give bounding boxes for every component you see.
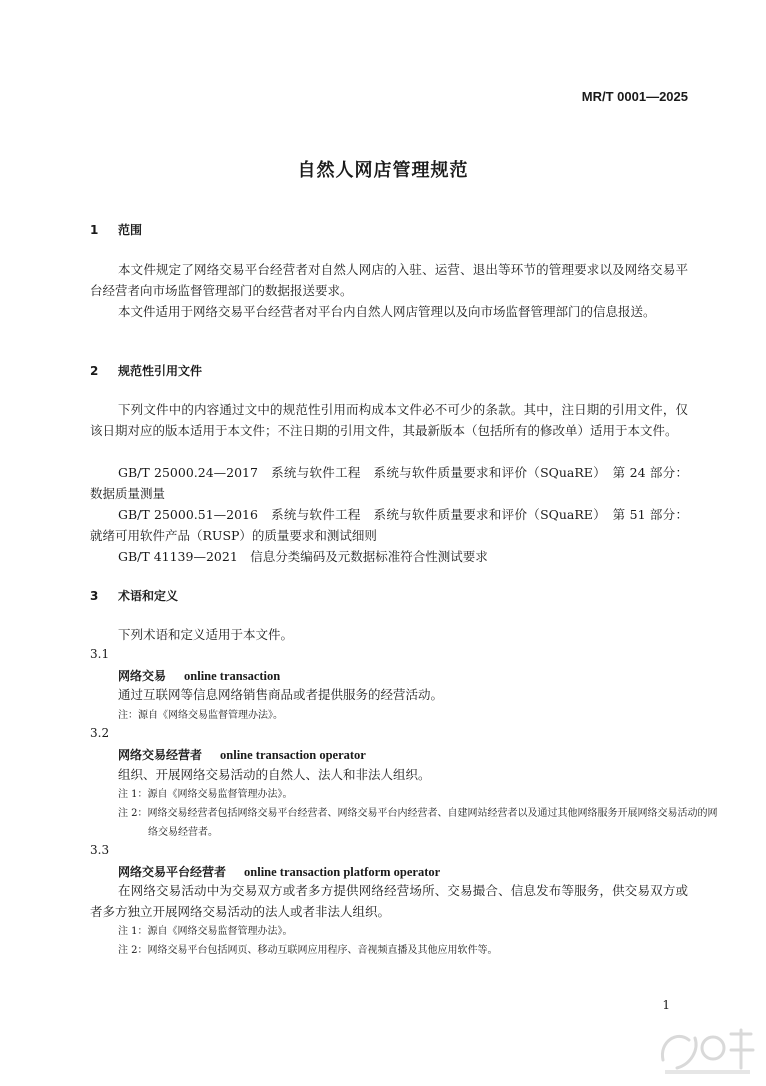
standard-code: MR/T 0001—2025	[581, 89, 688, 104]
term-english: online transaction operator	[220, 748, 366, 762]
term-english: online transaction platform operator	[244, 865, 441, 879]
term-note: 注 1：源自《网络交易监督管理办法》。	[118, 789, 293, 800]
term-entry	[118, 746, 366, 763]
section-number: 1	[90, 223, 99, 237]
section-1-paragraph: 本文件适用于网络交易平台经营者对平台内自然人网店管理以及向市场监督管理部门的信息报送。	[118, 304, 656, 319]
term-english: online transaction	[184, 669, 281, 683]
normative-reference: GB/T 25000.24—2017 系统与软件工程 系统与软件质量要求和评价（SQuaRE） 第 24 部分：数据质量测量	[90, 465, 688, 501]
term-chinese: 网络交易平台经营者	[118, 865, 227, 879]
section-number: 2	[90, 364, 99, 378]
watermark-logo-icon	[655, 1020, 760, 1080]
section-2-heading	[90, 362, 202, 379]
term-entry	[118, 863, 440, 880]
page-number: 1	[662, 998, 670, 1012]
term-entry	[118, 667, 280, 684]
section-1-heading	[90, 221, 142, 238]
term-note: 注 2：网络交易平台包括网页、移动互联网应用程序、音视频直播及其他应用软件等。	[118, 945, 498, 956]
normative-reference: GB/T 25000.51—2016 系统与软件工程 系统与软件质量要求和评价（SQuaRE） 第 51 部分：就绪可用软件产品（RUSP）的质量要求和测试细则	[90, 507, 688, 543]
section-number: 3	[90, 589, 99, 603]
section-1-paragraph: 本文件规定了网络交易平台经营者对自然人网店的入驻、运营、退出等环节的管理要求以及网络交易平台经营者向市场监督管理部门的数据报送要求。	[90, 262, 688, 298]
term-note: 注 2：网络交易经营者包括网络交易平台经营者、网络交易平台内经营者、自建网站经营者以及通过其他网络服务开展网络交易活动的网络交易经营者。	[118, 808, 718, 838]
section-3-intro: 下列术语和定义适用于本文件。	[118, 627, 294, 642]
section-title: 规范性引用文件	[118, 364, 203, 378]
section-2-paragraph: 下列文件中的内容通过文中的规范性引用而构成本文件必不可少的条款。其中，注日期的引用文件，仅该日期对应的版本适用于本文件；不注日期的引用文件，其最新版本（包括所有的修改单）适用于本文件。	[90, 402, 688, 438]
section-title: 范围	[118, 223, 143, 237]
term-chinese: 网络交易经营者	[118, 748, 203, 762]
term-definition: 通过互联网等信息网络销售商品或者提供服务的经营活动。	[118, 687, 444, 702]
term-definition: 在网络交易活动中为交易双方或者多方提供网络经营场所、交易撮合、信息发布等服务，供交易双方或者多方独立开展网络交易活动的法人或者非法人组织。	[90, 883, 688, 919]
term-note: 注：源自《网络交易监督管理办法》。	[118, 710, 283, 721]
normative-reference: GB/T 41139—2021 信息分类编码及元数据标准符合性测试要求	[118, 549, 488, 564]
section-3-heading	[90, 587, 178, 604]
term-number: 3.3	[90, 843, 110, 857]
term-number: 3.2	[90, 726, 110, 740]
term-chinese: 网络交易	[118, 669, 167, 683]
section-title: 术语和定义	[118, 589, 179, 603]
term-note: 注 1：源自《网络交易监督管理办法》。	[118, 926, 293, 937]
document-title: 自然人网店管理规范	[297, 160, 469, 181]
term-number: 3.1	[90, 647, 110, 661]
term-definition: 组织、开展网络交易活动的自然人、法人和非法人组织。	[118, 767, 431, 782]
